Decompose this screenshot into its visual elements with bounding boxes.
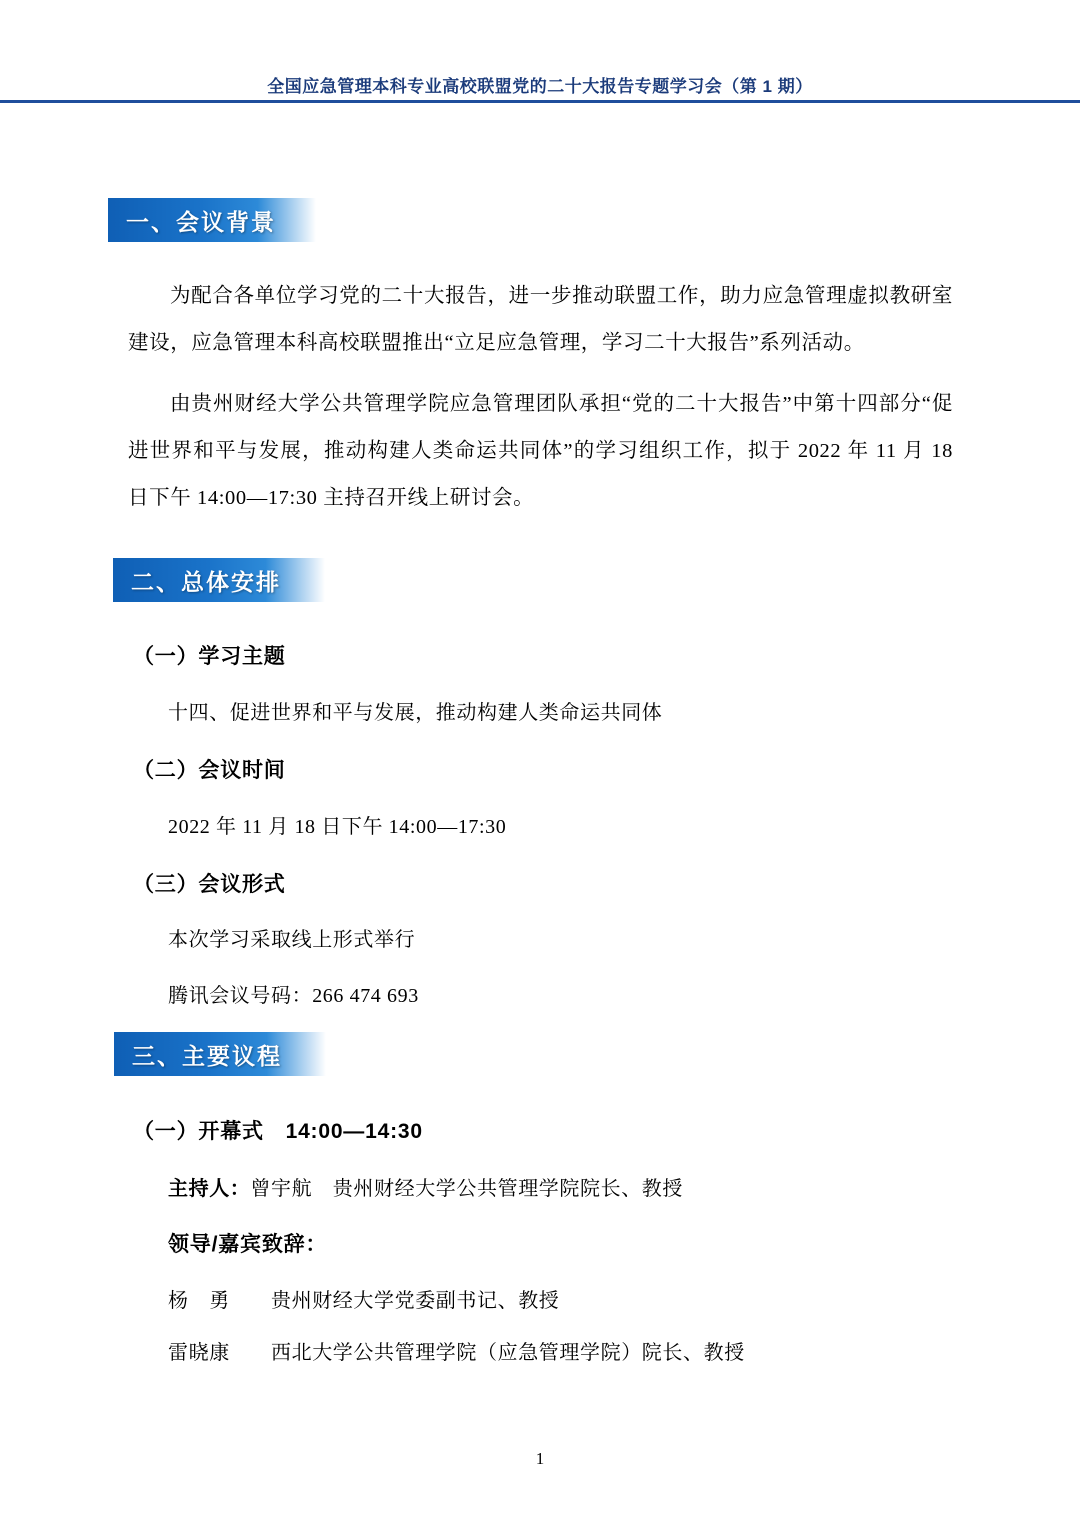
section-banner-arrangement <box>113 558 325 602</box>
page-number: 1 <box>535 1449 545 1468</box>
arrangement-item-1-content: 2022 年 11 月 18 日下午 14:00—17:30 <box>168 816 507 838</box>
agenda-speaker-0: 杨 勇 贵州财经大学党委副书记、教授 <box>168 1290 560 1312</box>
agenda-host-value: 曾宇航 贵州财经大学公共管理学院院长、教授 <box>250 1178 684 1200</box>
section-banner-agenda <box>114 1032 326 1076</box>
arrangement-item-0-heading: （一）学习主题 <box>133 645 286 668</box>
arrangement-item-2-content: 本次学习采取线上形式举行 <box>168 929 416 951</box>
agenda-host-row <box>168 1172 683 1201</box>
agenda-speaker-1: 雷晓康 西北大学公共管理学院（应急管理学院）院长、教授 <box>168 1342 745 1364</box>
arrangement-item-1-heading: （二）会议时间 <box>133 759 286 782</box>
section-banner-background <box>108 198 316 242</box>
background-paragraph-1: 为配合各单位学习党的二十大报告，进一步推动联盟工作，助力应急管理虚拟教研室建设，应急管理本科高校联盟推出“立足应急管理，学习二十大报告”系列活动。 <box>128 285 953 354</box>
page-header <box>0 72 1080 97</box>
section-banner-background-label: 一、会议背景 <box>126 208 276 235</box>
section-banner-agenda-label: 三、主要议程 <box>132 1042 282 1069</box>
section-banner-arrangement-label: 二、总体安排 <box>131 568 281 595</box>
arrangement-item-0-content: 十四、促进世界和平与发展，推动构建人类命运共同体 <box>168 702 663 724</box>
header-divider <box>0 100 1080 103</box>
header-title: 全国应急管理本科专业高校联盟党的二十大报告专题学习会（第 1 期） <box>267 77 813 96</box>
arrangement-item-2-content-2: 腾讯会议号码：266 474 693 <box>168 985 419 1007</box>
arrangement-item-2-heading: （三）会议形式 <box>133 873 286 896</box>
agenda-speech-label: 领导/嘉宾致辞： <box>168 1233 328 1256</box>
agenda-opening-heading: （一）开幕式 14:00—14:30 <box>133 1120 423 1143</box>
background-paragraph-2: 由贵州财经大学公共管理学院应急管理团队承担“党的二十大报告”中第十四部分“促进世界和平与发展，推动构建人类命运共同体”的学习组织工作，拟于 2022 年 11 月 18 日下午 14:00—17:30 主持召开线上研讨会。 <box>128 393 953 509</box>
agenda-host-label: 主持人： <box>168 1178 251 1200</box>
